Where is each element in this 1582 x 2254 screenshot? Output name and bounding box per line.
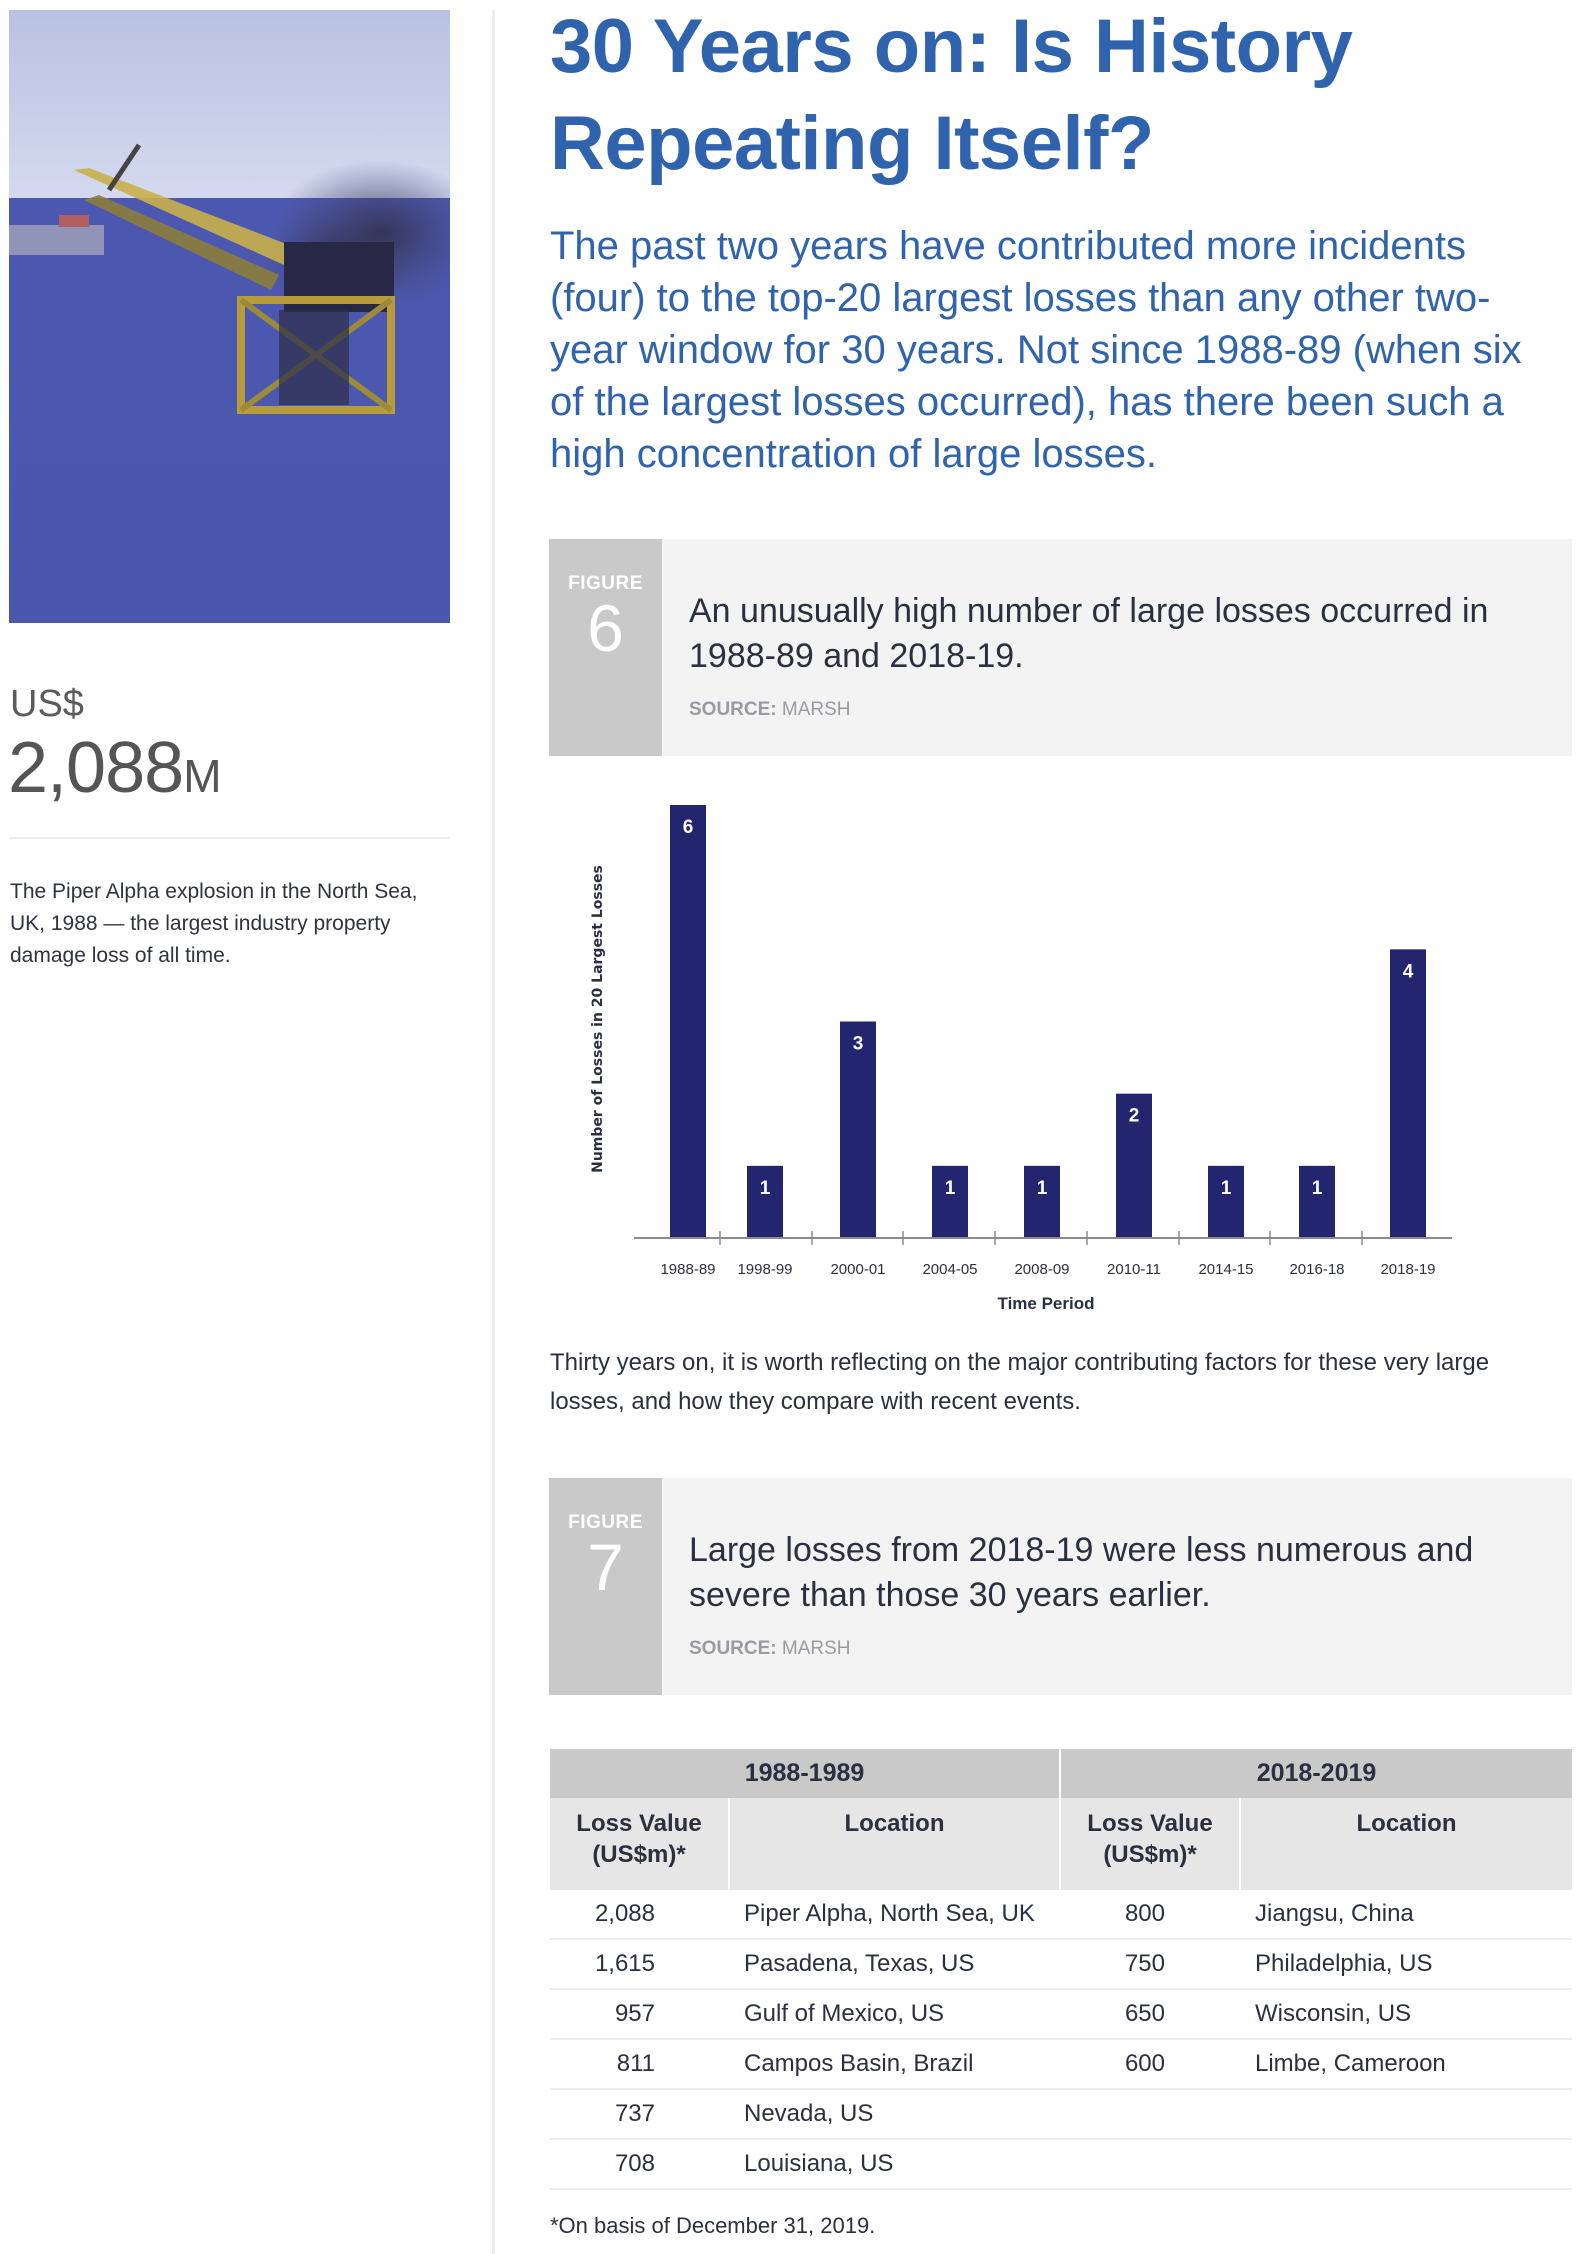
loss-value-1988: 811	[550, 2039, 729, 2089]
column-header-loss-value: Loss Value (US$m)*	[550, 1798, 729, 1890]
location-2018	[1240, 2139, 1572, 2189]
bar-2016-18	[1299, 1166, 1335, 1238]
loss-value-1988: 708	[550, 2139, 729, 2189]
bar-value-label: 6	[682, 817, 694, 838]
location-1988: Piper Alpha, North Sea, UK	[729, 1890, 1060, 1939]
x-axis-label: Time Period	[997, 1294, 1095, 1313]
column-divider	[492, 10, 495, 2254]
x-tick-label: 2000-01	[830, 1261, 886, 1278]
figure-6-header	[549, 539, 1572, 756]
bar-value-label: 1	[1311, 1177, 1323, 1199]
loss-comparison-table	[550, 1749, 1572, 2190]
source-name: MARSH	[781, 1638, 851, 1659]
location-1988: Gulf of Mexico, US	[729, 1989, 1060, 2039]
bar-1998-99	[747, 1166, 783, 1238]
stat-currency: US$	[10, 683, 84, 725]
column-header-location: Location	[729, 1798, 1060, 1890]
stat-number: 2,088	[8, 728, 184, 808]
figure-title: An unusually high number of large losses occurred in 1988-89 and 2018-19.	[689, 592, 1489, 675]
bar-value-label: 1	[944, 1177, 956, 1199]
location-2018	[1240, 2089, 1572, 2139]
y-axis-label: Number of Losses in 20 Largest Losses	[590, 865, 606, 1173]
figure-number: 7	[587, 1530, 624, 1604]
loss-value-2018	[1060, 2139, 1240, 2189]
table-row	[550, 1989, 1572, 2039]
x-tick-label: 1988-89	[660, 1261, 716, 1278]
table-body	[550, 1890, 1572, 2189]
table-row	[550, 1890, 1572, 1939]
location-2018: Wisconsin, US	[1240, 1989, 1572, 2039]
figure-label: FIGURE	[568, 1512, 643, 1533]
bar-2014-15	[1208, 1166, 1244, 1238]
figure-label: FIGURE	[568, 573, 643, 594]
divider	[9, 837, 450, 839]
source-name: MARSH	[781, 699, 851, 720]
table-column-header	[550, 1798, 1572, 1890]
location-1988: Nevada, US	[729, 2089, 1060, 2139]
x-tick-label: 2010-11	[1107, 1261, 1161, 1278]
bar-2004-05	[932, 1166, 968, 1238]
source-label: SOURCE:	[689, 1638, 777, 1659]
loss-value-2018: 650	[1060, 1989, 1240, 2039]
location-1988: Louisiana, US	[729, 2139, 1060, 2189]
location-2018: Limbe, Cameroon	[1240, 2039, 1572, 2089]
intro-paragraph: The past two years have contributed more incidents (four) to the top-20 largest losses than any other two-year window for 30 years. Not since 1988-89 (when six of the largest losses occurred), has there been such a high concentration of large losses.	[550, 224, 1522, 476]
table-row	[550, 2039, 1572, 2089]
loss-value-2018: 600	[1060, 2039, 1240, 2089]
table-footnote: *On basis of December 31, 2019.	[550, 2213, 876, 2238]
x-tick-label: 2008-09	[1014, 1261, 1070, 1278]
bar-2008-09	[1024, 1166, 1060, 1238]
photo-caption: The Piper Alpha explosion in the North Sea, UK, 1988 — the largest industry property damage loss of all time.	[10, 880, 418, 967]
figure-7-header	[549, 1478, 1572, 1695]
tick-labels-group	[660, 1261, 1435, 1278]
loss-value-1988: 737	[550, 2089, 729, 2139]
table-row	[550, 1939, 1572, 1989]
loss-value-2018	[1060, 2089, 1240, 2139]
source-label: SOURCE:	[689, 699, 777, 720]
bar-2018-19	[1390, 949, 1426, 1238]
bar-1988-89	[670, 805, 706, 1238]
loss-value-1988: 1,615	[550, 1939, 729, 1989]
page-title: 30 Years on: Is History Repeating Itself?	[550, 4, 1353, 186]
chart-svg	[560, 780, 1560, 1340]
bar-value-label: 4	[1402, 961, 1414, 983]
x-tick-label: 2018-19	[1380, 1261, 1436, 1278]
x-tick-label: 2014-15	[1198, 1261, 1254, 1278]
figure-source	[689, 699, 851, 721]
bar-value-label: 1	[1036, 1177, 1048, 1199]
group-header-2018: 2018-2019	[1060, 1749, 1572, 1798]
loss-value-2018: 750	[1060, 1939, 1240, 1989]
column-header-loss-value: Loss Value (US$m)*	[1060, 1798, 1240, 1890]
piper-alpha-photo	[9, 10, 450, 623]
table-row	[550, 2139, 1572, 2189]
bars-group	[670, 805, 1426, 1238]
x-tick-label: 2004-05	[922, 1261, 978, 1278]
figure-title: Large losses from 2018-19 were less numerous and severe than those 30 years earlier.	[689, 1531, 1474, 1614]
x-tick-label: 1998-99	[737, 1261, 793, 1278]
column-header-location: Location	[1240, 1798, 1572, 1890]
figure-number: 6	[587, 591, 624, 665]
location-2018: Philadelphia, US	[1240, 1939, 1572, 1989]
loss-value-1988: 957	[550, 1989, 729, 2039]
bar-value-label: 1	[1220, 1177, 1232, 1199]
bar-value-label: 2	[1128, 1105, 1140, 1127]
body-paragraph: Thirty years on, it is worth reflecting on the major contributing factors for these very large losses, and how they compare with recent events.	[550, 1349, 1490, 1415]
bar-value-label: 1	[759, 1177, 771, 1199]
bar-chart	[560, 780, 1560, 1340]
group-header-1988: 1988-1989	[550, 1749, 1060, 1798]
stat-unit: M	[183, 750, 222, 802]
x-tick-label: 2016-18	[1289, 1261, 1345, 1278]
stat-value	[8, 728, 222, 816]
figure-source	[689, 1638, 851, 1660]
loss-value-1988: 2,088	[550, 1890, 729, 1939]
location-2018: Jiangsu, China	[1240, 1890, 1572, 1939]
location-1988: Pasadena, Texas, US	[729, 1939, 1060, 1989]
location-1988: Campos Basin, Brazil	[729, 2039, 1060, 2089]
bar-value-label: 3	[852, 1033, 864, 1055]
table-group-header	[550, 1749, 1572, 1798]
table-row	[550, 2089, 1572, 2139]
loss-value-2018: 800	[1060, 1890, 1240, 1939]
photo-image	[9, 10, 450, 623]
